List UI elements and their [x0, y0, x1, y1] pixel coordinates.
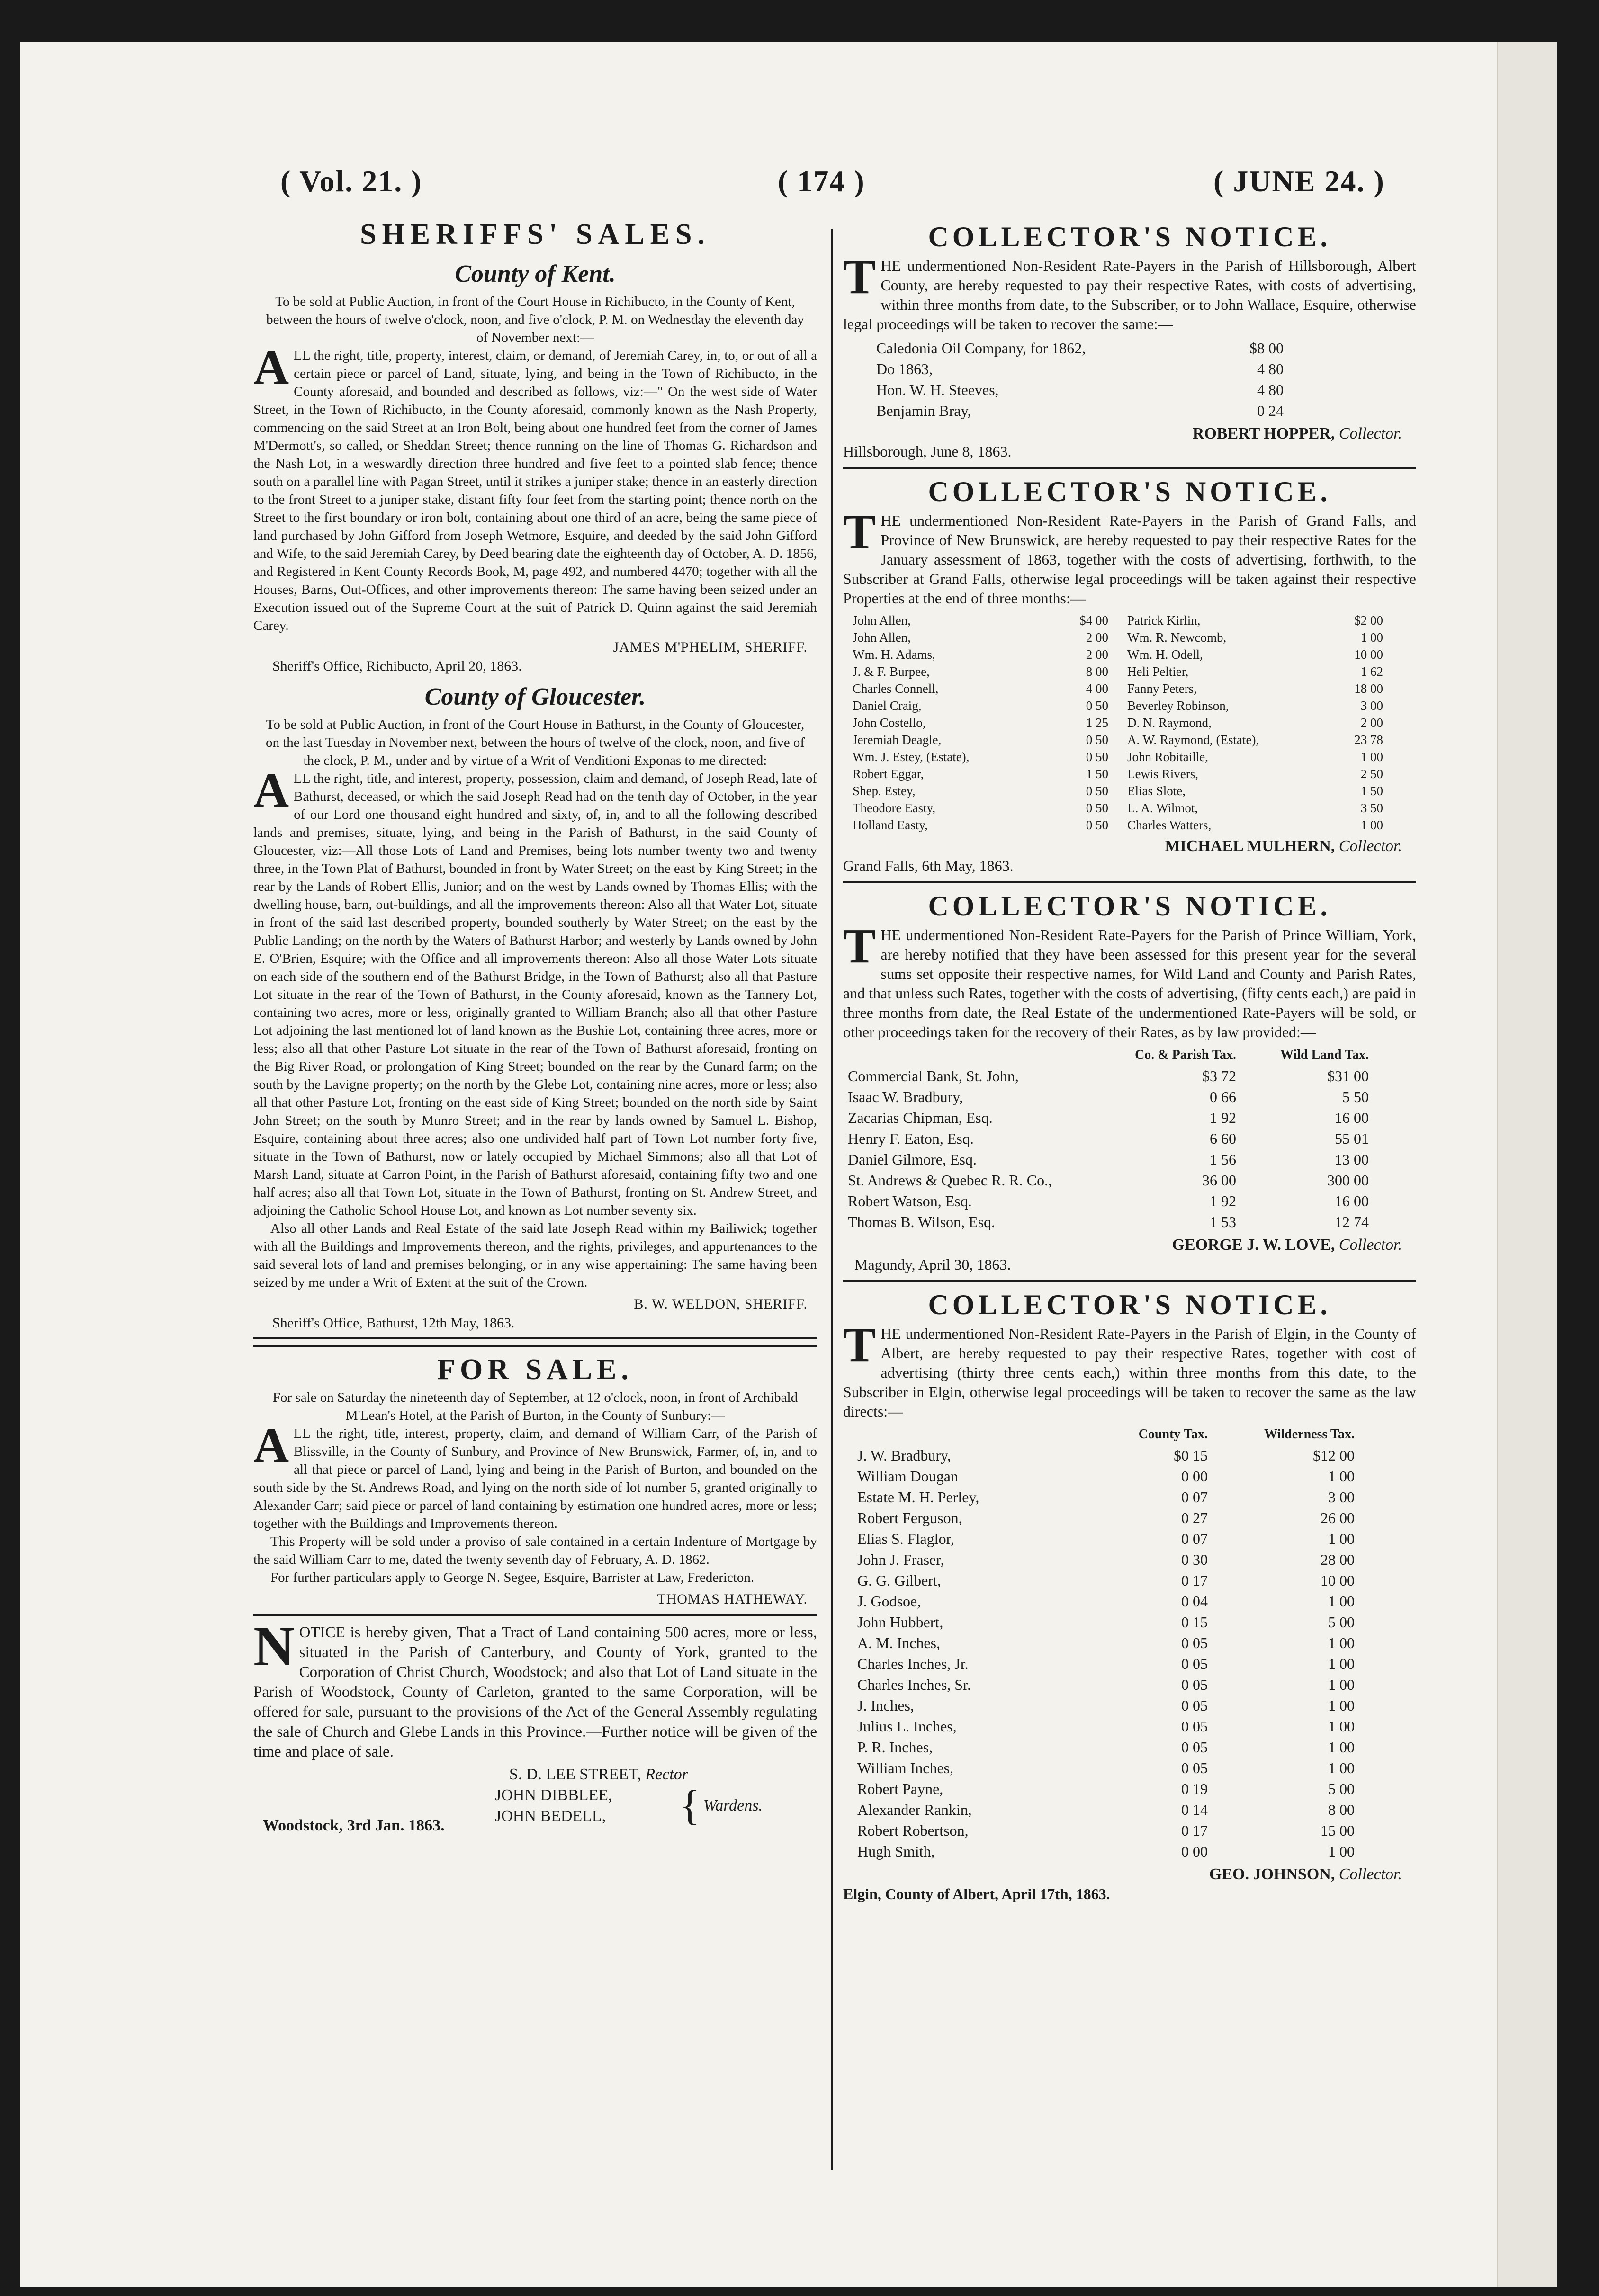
gloucester-intro: To be sold at Public Auction, in front of the Court House in Bathurst, in the County of Gloucester, on the last Tuesday in November next, between the hours of twelve of the clock, noon, and five of the clock, P. M., under and by virtue of a Writ of Venditioni Exponas to me directed:: [266, 717, 805, 768]
co-parish-tax: 1 56: [1210, 1151, 1236, 1168]
table-row: [857, 1674, 1355, 1695]
county-tax: 0 00: [1181, 1843, 1208, 1860]
ratepayer-name: John Costello,: [853, 716, 926, 730]
county-tax: 0 05: [1181, 1739, 1208, 1756]
ratepayer-name: Estate M. H. Perley,: [857, 1489, 979, 1506]
ratepayer-name: Robert Eggar,: [853, 767, 924, 781]
county-tax: 0 27: [1181, 1509, 1208, 1526]
table-row: [1127, 816, 1383, 834]
county-tax: $0 15: [1174, 1447, 1208, 1464]
church-notice-dateline: Woodstock, 3rd Jan. 1863.: [263, 1817, 445, 1834]
ratepayer-name: Wm. R. Newcomb,: [1127, 630, 1227, 645]
kent-body: [253, 340, 817, 635]
ratepayer-name: Thomas B. Wilson, Esq.: [848, 1213, 996, 1230]
rate-amount: 3 50: [1360, 801, 1383, 815]
rate-amount: 0 50: [1086, 750, 1108, 764]
gloucester-body: [253, 763, 817, 1220]
table-row: [848, 1066, 1369, 1086]
table-row: [1127, 646, 1383, 663]
rate-amount: $2 00: [1354, 613, 1383, 628]
drop-cap: T: [843, 919, 876, 973]
wild-land-tax: 55 01: [1335, 1130, 1369, 1147]
county-tax: 0 17: [1181, 1572, 1208, 1589]
wilderness-tax-header: Wilderness Tax.: [1264, 1427, 1355, 1442]
table-row: [876, 338, 1284, 359]
wild-land-tax: $31 00: [1327, 1067, 1369, 1085]
rector-role: Rector: [645, 1766, 689, 1783]
county-tax: 0 05: [1181, 1697, 1208, 1714]
table-row: [1127, 680, 1383, 697]
ratepayer-name: Commercial Bank, St. John,: [848, 1067, 1019, 1085]
ratepayer-name: Holland Easty,: [853, 818, 928, 832]
table-row: [853, 714, 1108, 731]
table-row: [857, 1778, 1355, 1799]
rate-amount: 18 00: [1354, 682, 1383, 696]
table-row: [853, 612, 1108, 629]
column-divider: [831, 229, 833, 2170]
collector2-right-table: [1127, 612, 1383, 834]
table-row: [853, 663, 1108, 680]
collector4-signature: GEO. JOHNSON, Collector.: [1209, 1866, 1402, 1883]
drop-cap: A: [253, 340, 289, 395]
ratepayer-name: P. R. Inches,: [857, 1739, 933, 1756]
church-notice-body: [253, 1614, 817, 1762]
county-tax: 0 14: [1181, 1801, 1208, 1818]
county-tax: 0 07: [1181, 1489, 1208, 1506]
table-row: [876, 379, 1284, 400]
gloucester-body-text: LL the right, title, and interest, property, possession, claim and demand, of Joseph Read, late of Bathurst, deceased, or which the said Joseph Read had on the tenth day of October, in the year of our Lord one thousand eight hundred and sixty, of, in, and to all the following described lands and premises, situate, lying, and being in the Parish of Bathurst, in the said County of Gloucester, viz:—All those Lots of Land and Premises, being lots number twenty two and twenty three, in the Town Plat of Bathurst, bounded in front by Water Street; on the east by King Street; in the rear by the Lands of Robert Ellis, Junior; and on the west by Lands owned by Thomas Ellis; with the dwelling house, barn, out-buildings, and all the improvements thereon: Also all that Water Lot, situate in front of the said last described property, bounded southerly by Water Street; on the east by the Public Landing; on the north by the Waters of Bathurst Harbor; and westerly by Lands owned by John E. O'Brien, Esquire; with the Office and all improvements thereon: Also all those Water Lots situate on each side of the southern end of the Bathurst Bridge, in the Town of Bathurst; also all that Pasture Lot situate in the rear of the Town of Bathurst, in the County aforesaid, known as the Tannery Lot, containing two acres, more or less, originally granted to William Branch; also all that other Pasture Lot adjoining the last mentioned lot of land known as the Bushie Lot, containing three acres, more or less; also all that other Pasture Lot situate in the rear of the Town of Bathurst aforesaid, fronting on the Big River Road, or prolongation of King Street; bounded on the rear by the Cunard farm; on the south by the Lavigne property; on the north by the Glebe Lot, containing nine acres, more or less; also all that other Pasture Lot, fronting on the east side of King Street; bounded on the north side by Saint John Street; on the south by Munro Street; and in the rear by lands owned by Samuel L. Bishop, Esquire, containing about three acres; also one undivided half part of Town Lot number forty five, situate in the Town of Bathurst, now or lately occupied by Michael Simmons; also all that Lot of Marsh Land, situate at Carron Point, in the Parish of Bathurst aforesaid, containing fifty two and one half acres; also all that Town Lot, situate in the Town of Bathurst, fronting on St. Andrew Street, and adjoining the Catholic School House Lot, and known as Lot number seventy six.: [253, 771, 817, 1218]
kent-office: Sheriff's Office, Richibucto, April 20, 1863.: [272, 658, 522, 674]
county-tax: 0 05: [1181, 1759, 1208, 1776]
ratepayer-name: John J. Fraser,: [857, 1551, 944, 1568]
collector3-dateline: Magundy, April 30, 1863.: [854, 1256, 1011, 1273]
wilderness-tax: 1 00: [1328, 1718, 1355, 1735]
ratepayer-name: William Inches,: [857, 1759, 954, 1776]
collector4-body: [843, 1318, 1416, 1421]
table-row: [857, 1841, 1355, 1862]
wild-land-tax: 300 00: [1327, 1172, 1369, 1189]
wilderness-tax: 1 00: [1328, 1676, 1355, 1693]
wilderness-tax: 1 00: [1328, 1593, 1355, 1610]
wilderness-tax: 1 00: [1328, 1530, 1355, 1547]
co-parish-tax: 1 92: [1210, 1193, 1236, 1210]
ratepayer-name: Charles Inches, Sr.: [857, 1676, 971, 1693]
gloucester-body-2: Also all other Lands and Real Estate of the said late Joseph Read within my Bailiwick; together with all the Buildings and Improvements thereon, and the rights, privileges, and appurtenances to the said several lots of land and premises belonging, or in any wise appertaining: The same having been seized by me under a Writ of Extent at the suit of the Crown.: [253, 1221, 817, 1290]
ratepayer-name: D. N. Raymond,: [1127, 716, 1212, 730]
kent-heading: County of Kent.: [455, 260, 616, 287]
wilderness-tax: 1 00: [1328, 1843, 1355, 1860]
table-row: [853, 629, 1108, 646]
table-row: [848, 1086, 1369, 1107]
for-sale-p2: This Property will be sold under a proviso of sale contained in a certain Indenture of Mortgage by the said William Carr to me, dated the twenty seventh day of February, A. D. 1862.: [253, 1534, 817, 1567]
table-row: [1127, 799, 1383, 816]
rate-amount: 1 50: [1360, 784, 1383, 798]
ratepayer-name: Elias Slote,: [1127, 784, 1186, 798]
rate-amount: 0 50: [1086, 784, 1108, 798]
wilderness-tax: 3 00: [1328, 1489, 1355, 1506]
left-column: [253, 218, 817, 1837]
table-row: [1127, 731, 1383, 748]
collector2-lists: [853, 612, 1416, 834]
county-tax: 0 05: [1181, 1676, 1208, 1693]
ratepayer-name: Charles Connell,: [853, 682, 939, 696]
ratepayer-name: Hon. W. H. Steeves,: [876, 381, 999, 398]
rector-name: S. D. LEE STREET, Rector: [509, 1766, 689, 1783]
rate-amount: 1 00: [1360, 630, 1383, 645]
wilderness-tax: 1 00: [1328, 1634, 1355, 1651]
table-row: [848, 1191, 1369, 1211]
table-row: [857, 1716, 1355, 1737]
ratepayer-name: Shep. Estey,: [853, 784, 916, 798]
county-tax: 0 07: [1181, 1530, 1208, 1547]
table-row: [853, 799, 1108, 816]
ratepayer-name: Daniel Gilmore, Esq.: [848, 1151, 977, 1168]
warden-2: JOHN BEDELL,: [495, 1807, 606, 1825]
table-row: [857, 1466, 1355, 1487]
wild-land-tax: 16 00: [1335, 1109, 1369, 1126]
wilderness-tax: 1 00: [1328, 1739, 1355, 1756]
drop-cap: N: [253, 1614, 295, 1677]
wild-land-tax-header: Wild Land Tax.: [1280, 1048, 1369, 1062]
ratepayer-name: Charles Watters,: [1127, 818, 1212, 832]
collector4-table: [857, 1424, 1355, 1862]
co-parish-tax: 1 53: [1210, 1213, 1236, 1230]
county-tax-header: County Tax.: [1138, 1427, 1208, 1442]
rate-amount: 10 00: [1354, 647, 1383, 662]
ratepayer-name: Robert Watson, Esq.: [848, 1193, 972, 1210]
table-row: [857, 1612, 1355, 1632]
rate-amount: 8 00: [1086, 664, 1108, 679]
collector2-body: [843, 504, 1416, 608]
table-row: [857, 1695, 1355, 1716]
county-tax: 0 05: [1181, 1634, 1208, 1651]
collector-role: Collector.: [1338, 425, 1402, 442]
table-row: [876, 400, 1284, 421]
table-row: [848, 1170, 1369, 1191]
drop-cap: T: [843, 250, 876, 304]
county-tax: 0 04: [1181, 1593, 1208, 1610]
county-tax: 0 19: [1181, 1780, 1208, 1797]
ratepayer-name: A. W. Raymond, (Estate),: [1127, 733, 1259, 747]
rate-amount: 1 00: [1360, 750, 1383, 764]
table-row: [857, 1737, 1355, 1758]
table-row: [1127, 697, 1383, 714]
county-tax: 0 05: [1181, 1655, 1208, 1672]
kent-intro: To be sold at Public Auction, in front of the Court House in Richibucto, in the County of Kent, between the hours of twelve o'clock, noon, and five o'clock, P. M. on Wednesday the eleventh day of November next:—: [266, 294, 804, 345]
ratepayer-name: John Allen,: [853, 613, 911, 628]
rate-amount: 0 50: [1086, 801, 1108, 815]
wardens-role: Wardens.: [703, 1797, 763, 1814]
wild-land-tax: 16 00: [1335, 1193, 1369, 1210]
warden-1: JOHN DIBBLEE,: [495, 1786, 612, 1804]
ratepayer-name: L. A. Wilmot,: [1127, 801, 1198, 815]
ratepayer-name: Alexander Rankin,: [857, 1801, 972, 1818]
wild-land-tax: 5 50: [1342, 1088, 1369, 1105]
ratepayer-name: Fanny Peters,: [1127, 682, 1197, 696]
wilderness-tax: 26 00: [1321, 1509, 1355, 1526]
rate-amount: 4 00: [1086, 682, 1108, 696]
ratepayer-name: John Allen,: [853, 630, 911, 645]
page-number: ( 174 ): [778, 164, 865, 198]
collector3-header-row: [848, 1045, 1369, 1066]
ratepayer-name: Wm. H. Adams,: [853, 647, 935, 662]
county-tax: 0 17: [1181, 1822, 1208, 1839]
rate-amount: 23 78: [1354, 733, 1383, 747]
table-row: [1127, 748, 1383, 765]
ratepayer-name: Heli Peltier,: [1127, 664, 1189, 679]
wilderness-tax: 1 00: [1328, 1697, 1355, 1714]
co-parish-tax: $3 72: [1202, 1067, 1236, 1085]
county-tax: 0 05: [1181, 1718, 1208, 1735]
collector1-table: [876, 338, 1284, 421]
ratepayer-name: J. W. Bradbury,: [857, 1447, 951, 1464]
collector2-dateline: Grand Falls, 6th May, 1863.: [843, 857, 1014, 874]
table-row: [853, 782, 1108, 799]
table-row: [853, 680, 1108, 697]
wilderness-tax: $12 00: [1313, 1447, 1355, 1464]
collector-notice-title: COLLECTOR'S NOTICE.: [928, 1289, 1331, 1320]
wild-land-tax: 12 74: [1335, 1213, 1369, 1230]
collector-role: Collector.: [1338, 1866, 1402, 1883]
rate-amount: 2 00: [1086, 630, 1108, 645]
table-row: [857, 1570, 1355, 1591]
ratepayer-name: Wm. J. Estey, (Estate),: [853, 750, 970, 764]
ratepayer-name: Robert Robertson,: [857, 1822, 969, 1839]
ratepayer-name: Robert Ferguson,: [857, 1509, 962, 1526]
section-rule: [253, 1614, 817, 1616]
rate-amount: 3 00: [1360, 699, 1383, 713]
ratepayer-name: Theodore Easty,: [853, 801, 936, 815]
table-row: [1127, 782, 1383, 799]
table-row: [853, 646, 1108, 663]
ratepayer-name: John Hubbert,: [857, 1614, 943, 1631]
ratepayer-name: Daniel Craig,: [853, 699, 922, 713]
rate-amount: 4 80: [1257, 381, 1284, 398]
wilderness-tax: 10 00: [1321, 1572, 1355, 1589]
ratepayer-name: A. M. Inches,: [857, 1634, 941, 1651]
table-row: [857, 1528, 1355, 1549]
collector1-signature: ROBERT HOPPER, Collector.: [1192, 425, 1402, 442]
wilderness-tax: 1 00: [1328, 1759, 1355, 1776]
sheriffs-sales-title: SHERIFFS' SALES.: [360, 218, 710, 251]
rate-amount: $8 00: [1249, 340, 1284, 357]
ratepayer-name: Patrick Kirlin,: [1127, 613, 1201, 628]
wild-land-tax: 13 00: [1335, 1151, 1369, 1168]
collector-role: Collector.: [1338, 1236, 1402, 1254]
table-row: [857, 1487, 1355, 1507]
table-row: [853, 765, 1108, 782]
table-row: [1127, 765, 1383, 782]
ratepayer-name: Henry F. Eaton, Esq.: [848, 1130, 974, 1147]
table-row: [848, 1149, 1369, 1170]
ratepayer-name: Julius L. Inches,: [857, 1718, 957, 1735]
for-sale-body: [253, 1418, 817, 1533]
table-row: [848, 1211, 1369, 1232]
co-parish-tax: 0 66: [1210, 1088, 1236, 1105]
wilderness-tax: 28 00: [1321, 1551, 1355, 1568]
table-row: [876, 359, 1284, 379]
co-parish-tax: 6 60: [1210, 1130, 1236, 1147]
county-tax: 0 30: [1181, 1551, 1208, 1568]
for-sale-title: FOR SALE.: [437, 1354, 633, 1386]
rate-amount: 0 24: [1257, 402, 1284, 419]
for-sale-body-text: LL the right, title, interest, property, claim, and demand of William Carr, of the Parish of Blissville, in the County of Sunbury, and Province of New Brunswick, Farmer, of, in, and to all that piece or parcel of Land, lying and being in the Parish of Burton, and bounded on the south side by the St. Andrews Road, and lying on the north side of lot number 5, granted originally to Alexander Carr; said piece or parcel of land containing by estimation one hundred acres, more or less; together with the Buildings and Improvements thereon.: [253, 1426, 817, 1531]
wilderness-tax: 5 00: [1328, 1614, 1355, 1631]
rate-amount: 2 50: [1360, 767, 1383, 781]
table-row: [853, 731, 1108, 748]
collector1-body-text: HE undermentioned Non-Resident Rate-Payers in the Parish of Hillsborough, Albert County, are hereby requested to pay their respective Rates, with costs of advertising, within three months from date, to the Subscriber, or to John Wallace, Esquire, otherwise legal proceedings will be taken to recover the same:—: [843, 257, 1416, 332]
kent-signature: JAMES M'PHELIM, SHERIFF.: [613, 639, 808, 655]
ratepayer-name: John Robitaille,: [1127, 750, 1208, 764]
ratepayer-name: Wm. H. Odell,: [1127, 647, 1203, 662]
rate-amount: $4 00: [1079, 613, 1108, 628]
table-row: [857, 1799, 1355, 1820]
collector-notice-title: COLLECTOR'S NOTICE.: [928, 476, 1331, 507]
collector-role: Collector.: [1338, 837, 1402, 855]
rate-amount: 2 00: [1086, 647, 1108, 662]
ratepayer-name: Zacarias Chipman, Esq.: [848, 1109, 993, 1126]
section-rule: [253, 1337, 817, 1347]
table-row: [848, 1128, 1369, 1149]
collector3-body-text: HE undermentioned Non-Resident Rate-Payers for the Parish of Prince William, York, are hereby notified that they have been assessed for this present year for the several sums set opposite their respective names, for Wild Land and County and Parish Rates, and that unless such Rates, together with the costs of advertising, (fifty cents each,) are paid in three months from date, the Real Estate of the undermentioned Rate-Payers will be sold, or other proceedings taken for the recovery of their Rates, as by law provided:—: [843, 926, 1416, 1040]
table-row: [1127, 629, 1383, 646]
ratepayer-name: Benjamin Bray,: [876, 402, 971, 419]
table-row: [1127, 714, 1383, 731]
drop-cap: A: [253, 763, 289, 817]
drop-cap: T: [843, 504, 876, 559]
ratepayer-name: J. & F. Burpee,: [853, 664, 930, 679]
wilderness-tax: 1 00: [1328, 1468, 1355, 1485]
collector-notice-title: COLLECTOR'S NOTICE.: [928, 221, 1331, 252]
section-rule: [843, 1280, 1416, 1282]
collector2-signature: MICHAEL MULHERN, Collector.: [1165, 837, 1402, 855]
wilderness-tax: 1 00: [1328, 1655, 1355, 1672]
table-row: [857, 1820, 1355, 1841]
co-parish-tax: 36 00: [1202, 1172, 1236, 1189]
rate-amount: 1 50: [1086, 767, 1108, 781]
collector1-dateline: Hillsborough, June 8, 1863.: [843, 443, 1012, 460]
ratepayer-name: St. Andrews & Quebec R. R. Co.,: [848, 1172, 1052, 1189]
table-row: [857, 1507, 1355, 1528]
ratepayer-name: Hugh Smith,: [857, 1843, 935, 1860]
newspaper-page: [20, 42, 1557, 2287]
rate-amount: 1 62: [1360, 664, 1383, 679]
gloucester-signature: B. W. WELDON, SHERIFF.: [634, 1296, 808, 1312]
ratepayer-name: Robert Payne,: [857, 1780, 943, 1797]
brace: {: [680, 1782, 701, 1829]
collector2-body-text: HE undermentioned Non-Resident Rate-Payers in the Parish of Grand Falls, and Province of New Brunswick, are hereby requested to pay their respective Rates for the January assessment of 1863, together with the costs of advertising, forthwith, to the Subscriber at Grand Falls, otherwise legal proceedings will be taken against their respective Properties at the end of three months:—: [843, 512, 1416, 607]
table-row: [853, 748, 1108, 765]
ratepayer-name: Jeremiah Deagle,: [853, 733, 942, 747]
rate-amount: 0 50: [1086, 699, 1108, 713]
rate-amount: 0 50: [1086, 733, 1108, 747]
ratepayer-name: J. Godsoe,: [857, 1593, 921, 1610]
table-row: [853, 816, 1108, 834]
page-binding-edge: [1497, 42, 1557, 2287]
ratepayer-name: G. G. Gilbert,: [857, 1572, 941, 1589]
ratepayer-name: Isaac W. Bradbury,: [848, 1088, 963, 1105]
collector3-body: [843, 919, 1416, 1042]
for-sale-signature: THOMAS HATHEWAY.: [657, 1591, 808, 1607]
county-tax: 0 15: [1181, 1614, 1208, 1631]
wilderness-tax: 5 00: [1328, 1780, 1355, 1797]
gloucester-heading: County of Gloucester.: [424, 683, 646, 710]
issue-date: ( JUNE 24. ): [1213, 164, 1385, 198]
table-row: [1127, 612, 1383, 629]
collector-notice-title: COLLECTOR'S NOTICE.: [928, 890, 1331, 922]
collector2-left-table: [853, 612, 1108, 834]
table-row: [857, 1591, 1355, 1612]
drop-cap: T: [843, 1318, 876, 1372]
table-row: [848, 1107, 1369, 1128]
rate-amount: 1 25: [1086, 716, 1108, 730]
co-parish-tax-header: Co. & Parish Tax.: [1135, 1048, 1236, 1062]
collector4-header-row: [857, 1424, 1355, 1445]
table-row: [853, 697, 1108, 714]
section-rule: [843, 881, 1416, 883]
collector4-dateline: Elgin, County of Albert, April 17th, 1863.: [843, 1885, 1110, 1902]
kent-body-text: LL the right, title, property, interest, claim, or demand, of Jeremiah Carey, in, to, or out of all a certain piece or parcel of Land, situate, lying, and being in the Town of Richibucto, in the County aforesaid, and bounded and described as follows, viz:—" On the west side of Water Street, in the Town of Richibucto, in the County aforesaid, commonly known as the Nash Property, commencing on the said Street at an Iron Bolt, being about one hundred feet from the corner of James M'Dermott's, so called, or Sheddan Street; thence running on the line of Thomas G. Richardson and the Nash Lot, in a weswardly direction three hundred and five feet to a pointed slab fence; thence south on a parallel line with Pagan Street, until it strikes a juniper stake; thence in an easterly direction to the front Street to a juniper stake, distant fifty four feet from the starting point; thence north on the Street to the first boundary or iron bolt, containing about one third of an acre, being the same piece of land purchased by John Gifford from Joseph Wetmore, Esquire, and deeded by the said John Gifford and Wife, to the said Jeremiah Carey, by Deed bearing date the eighteenth day of October, A. D. 1856, and Registered in Kent County Records Book, M, page 492, and numbered 4470; together with all the Houses, Barns, Out-Offices, and other improvements thereon: The same having been seized under an Execution issued out of the Supreme Court at the suit of Patrick D. Quinn against the said Jeremiah Carey.: [253, 348, 817, 633]
for-sale-intro: For sale on Saturday the nineteenth day of September, at 12 o'clock, noon, in front of Archibald M'Lean's Hotel, at the Parish of Burton, in the County of Sunbury:—: [272, 1390, 798, 1423]
wilderness-tax: 15 00: [1321, 1822, 1355, 1839]
rate-amount: 0 50: [1086, 818, 1108, 832]
right-column: [843, 218, 1416, 1903]
ratepayer-name: Elias S. Flaglor,: [857, 1530, 954, 1547]
section-rule: [843, 467, 1416, 469]
ratepayer-name: Lewis Rivers,: [1127, 767, 1198, 781]
rate-amount: 2 00: [1360, 716, 1383, 730]
collector3-table: [848, 1045, 1369, 1232]
ratepayer-name: Charles Inches, Jr.: [857, 1655, 969, 1672]
table-row: [857, 1549, 1355, 1570]
church-notice-text: OTICE is hereby given, That a Tract of Land containing 500 acres, more or less, situated in the Parish of Canterbury, and County of York, granted to the Corporation of Christ Church, Woodstock; and also that Lot of Land situate in the Parish of Woodstock, County of Carleton, granted to the same Corporation, will be offered for sale, pursuant to the provisions of the Act of the General Assembly regulating the sale of Church and Glebe Lands in this Province.—Further notice will be given of the time and place of sale.: [253, 1624, 817, 1760]
table-row: [857, 1758, 1355, 1778]
ratepayer-name: Caledonia Oil Company, for 1862,: [876, 340, 1086, 357]
volume-label: ( Vol. 21. ): [280, 164, 422, 198]
ratepayer-name: Do 1863,: [876, 360, 933, 377]
collector3-signature: GEORGE J. W. LOVE, Collector.: [1172, 1236, 1402, 1254]
collector4-body-text: HE undermentioned Non-Resident Rate-Payers in the Parish of Elgin, in the County of Albert, are hereby requested to pay their respective Rates, together with cost of advertising (thirty three cents each,) within three months from this date, to the Subscriber in Elgin, otherwise legal proceedings will be taken to recover the same as the law directs:—: [843, 1325, 1416, 1420]
collector1-body: [843, 250, 1416, 334]
table-row: [857, 1653, 1355, 1674]
rate-amount: 4 80: [1257, 360, 1284, 377]
ratepayer-name: Beverley Robinson,: [1127, 699, 1229, 713]
rate-amount: 1 00: [1360, 818, 1383, 832]
ratepayer-name: William Dougan: [857, 1468, 958, 1485]
gloucester-office: Sheriff's Office, Bathurst, 12th May, 1863.: [272, 1315, 515, 1331]
church-notice-signatures: [253, 1766, 817, 1837]
table-row: [857, 1445, 1355, 1466]
ratepayer-name: J. Inches,: [857, 1697, 914, 1714]
table-row: [1127, 663, 1383, 680]
for-sale-p3: For further particulars apply to George N. Segee, Esquire, Barrister at Law, Fredericton.: [270, 1570, 755, 1585]
wilderness-tax: 8 00: [1328, 1801, 1355, 1818]
county-tax: 0 00: [1181, 1468, 1208, 1485]
table-row: [857, 1632, 1355, 1653]
co-parish-tax: 1 92: [1210, 1109, 1236, 1126]
drop-cap: A: [253, 1418, 289, 1472]
